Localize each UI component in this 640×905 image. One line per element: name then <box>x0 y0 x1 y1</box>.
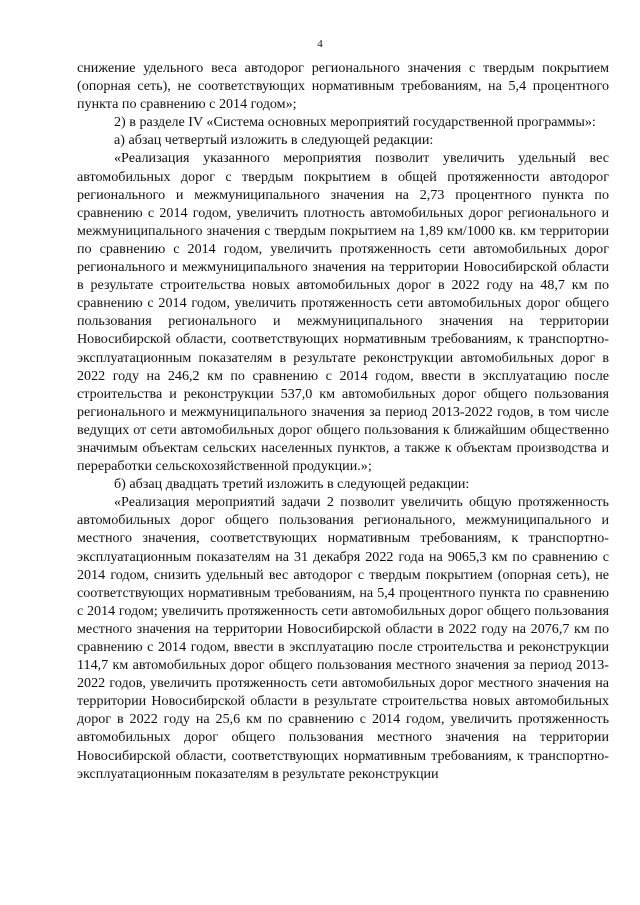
paragraph-quoted-text-a: «Реализация указанного мероприятия позволит увеличить удельный вес автомобильных дорог с твердым покрытием в общей протяженности автодорог регионального и межмуниципального значения на 2,73 процентного пункта по сравнению с 2014 годом, увеличить плотность автомобильных дорог регионального и межмуниципального значения с твердым покрытием на 1,89 км/1000 кв. км территории по сравнению с 2014 годом, увеличить протяженность сети автомобильных дорог регионального и межмуниципального значения на территории Новосибирской области в результате строительства новых автомобильных дорог в 2022 году на 48,7 км по сравнению с 2014 годом, увеличить протяженность сети автомобильных дорог общего пользования регионального и межмуниципального значения на территории Новосибирской области, соответствующих нормативным требованиям, к транспортно-эксплуатационным показателям в результате реконструкции автомобильных дорог в 2022 году на 246,2 км по сравнению с 2014 годом, ввести в эксплуатацию после строительства и реконструкции 537,0 км автомобильных дорог общего пользования регионального и межмуниципального значения за период 2013-2022 годов, в том числе ведущих от сети автомобильных дорог общего пользования к ближайшим общественно значимым объектам сельских населенных пунктов, а также к объектам производства и переработки сельскохозяйственной продукции.»; <box>77 150 609 475</box>
paragraph-quoted-text-b: «Реализация мероприятий задачи 2 позволит увеличить общую протяженность автомобильных дорог общего пользования регионального, межмуниципального и местного значения, соответствующих нормативным требованиям, к транспортно-эксплуатационным показателям на 31 декабря 2022 года на 9065,3 км по сравнению с 2014 годом, снизить удельный вес автодорог с твердым покрытием (опорная сеть), не соответствующих нормативным требованиям, на 5,4 процентного пункта по сравнению с 2014 годом; увеличить протяженность сети автомобильных дорог общего пользования местного значения на территории Новосибирской области в 2022 году на 2076,7 км по сравнению с 2014 годом, ввести в эксплуатацию после строительства и реконструкции 114,7 км автомобильных дорог общего пользования местного значения за период 2013-2022 годов, увеличить протяженность сети автомобильных дорог местного значения на территории Новосибирской области в результате строительства новых автомобильных дорог в 2022 году на 25,6 км по сравнению с 2014 годом, увеличить протяженность автомобильных дорог общего пользования местного значения на территории Новосибирской области, соответствующих нормативным требованиям, к транспортно-эксплуатационным показателям в результате реконструкции <box>77 494 609 782</box>
paragraph-subitem-a: а) абзац четвертый изложить в следующей редакции: <box>114 132 434 149</box>
paragraph-continuation: снижение удельного веса автодорог регионального значения с твердым покрытием (опорная сеть), не соответствующих нормативным требованиям, на 5,4 процентного пункта по сравнению с 2014 годом»; <box>77 60 609 113</box>
paragraph-subitem-b: б) абзац двадцать третий изложить в следующей редакции: <box>114 476 470 493</box>
page-number: 4 <box>317 38 323 50</box>
document-body <box>77 59 609 783</box>
paragraph-section-iv-amendment: 2) в разделе IV «Система основных мероприятий государственной программы»: <box>114 114 596 131</box>
